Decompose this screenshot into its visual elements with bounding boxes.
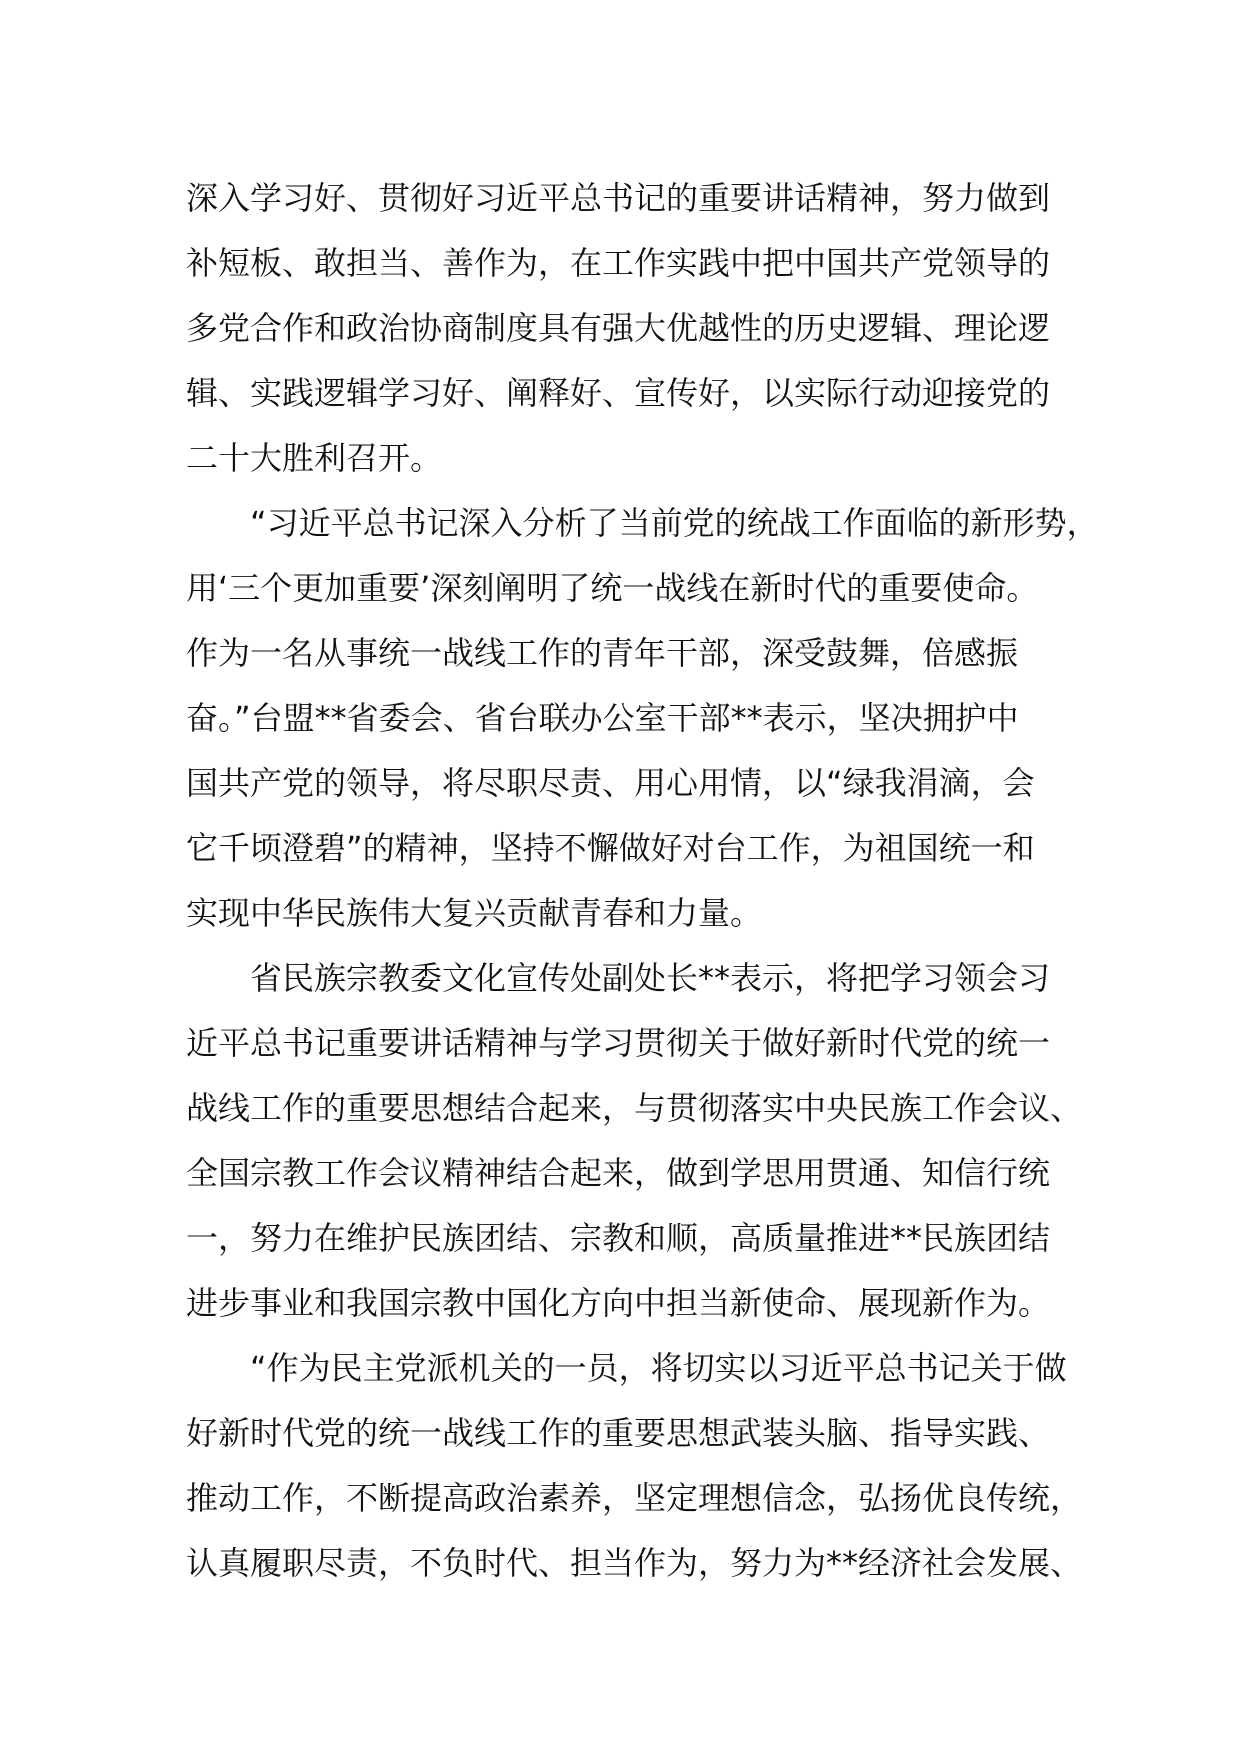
paragraph-1-line-5: 二十大胜利召开。 xyxy=(186,439,443,477)
paragraph-3-line-2: 近平总书记重要讲话精神与学习贯彻关于做好新时代党的统一 xyxy=(186,1024,1051,1062)
paragraph-2-line-3: 作为一名从事统一战线工作的青年干部，深受鼓舞，倍感振 xyxy=(186,634,1019,672)
paragraph-4-line-2: 好新时代党的统一战线工作的重要思想武装头脑、指导实践、 xyxy=(186,1414,1051,1452)
paragraph-2-line-6: 它千顷澄碧”的精神，坚持不懈做好对台工作，为祖国统一和 xyxy=(186,829,1035,867)
paragraph-3-line-6: 进步事业和我国宗教中国化方向中担当新使命、展现新作为。 xyxy=(186,1284,1051,1322)
paragraph-3-line-3: 战线工作的重要思想结合起来，与贯彻落实中央民族工作会议、 xyxy=(186,1089,1083,1127)
document-body xyxy=(186,166,1099,1596)
paragraph-2-line-2: 用‘三个更加重要’深刻阐明了统一战线在新时代的重要使命。 xyxy=(186,569,1039,607)
paragraph-4-line-4: 认真履职尽责，不负时代、担当作为，努力为**经济社会发展、 xyxy=(186,1544,1083,1582)
paragraph-3-line-4: 全国宗教工作会议精神结合起来，做到学思用贯通、知信行统 xyxy=(186,1154,1051,1192)
paragraph-1-line-2: 补短板、敢担当、善作为，在工作实践中把中国共产党领导的 xyxy=(186,244,1051,282)
paragraph-2-line-7: 实现中华民族伟大复兴贡献青春和力量。 xyxy=(186,894,763,932)
paragraph-1-line-3: 多党合作和政治协商制度具有强大优越性的历史逻辑、理论逻 xyxy=(186,309,1051,347)
paragraph-4-line-1: “作为民主党派机关的一员，将切实以习近平总书记关于做 xyxy=(250,1349,1067,1387)
paragraph-1-line-4: 辑、实践逻辑学习好、阐释好、宣传好，以实际行动迎接党的 xyxy=(186,374,1051,412)
paragraph-2-line-1: “习近平总书记深入分析了当前党的统战工作面临的新形势， xyxy=(250,504,1099,542)
paragraph-2-line-5: 国共产党的领导，将尽职尽责、用心用情，以“绿我涓滴，会 xyxy=(186,764,1035,802)
paragraph-1-line-1: 深入学习好、贯彻好习近平总书记的重要讲话精神，努力做到 xyxy=(186,179,1051,217)
paragraph-3-line-5: 一，努力在维护民族团结、宗教和顺，高质量推进**民族团结 xyxy=(186,1219,1051,1257)
paragraph-2-line-4: 奋。”台盟**省委会、省台联办公室干部**表示，坚决拥护中 xyxy=(186,699,1019,737)
paragraph-4-line-3: 推动工作，不断提高政治素养，坚定理想信念，弘扬优良传统， xyxy=(186,1479,1083,1517)
paragraph-3-line-1: 省民族宗教委文化宣传处副处长**表示，将把学习领会习 xyxy=(250,959,1051,997)
